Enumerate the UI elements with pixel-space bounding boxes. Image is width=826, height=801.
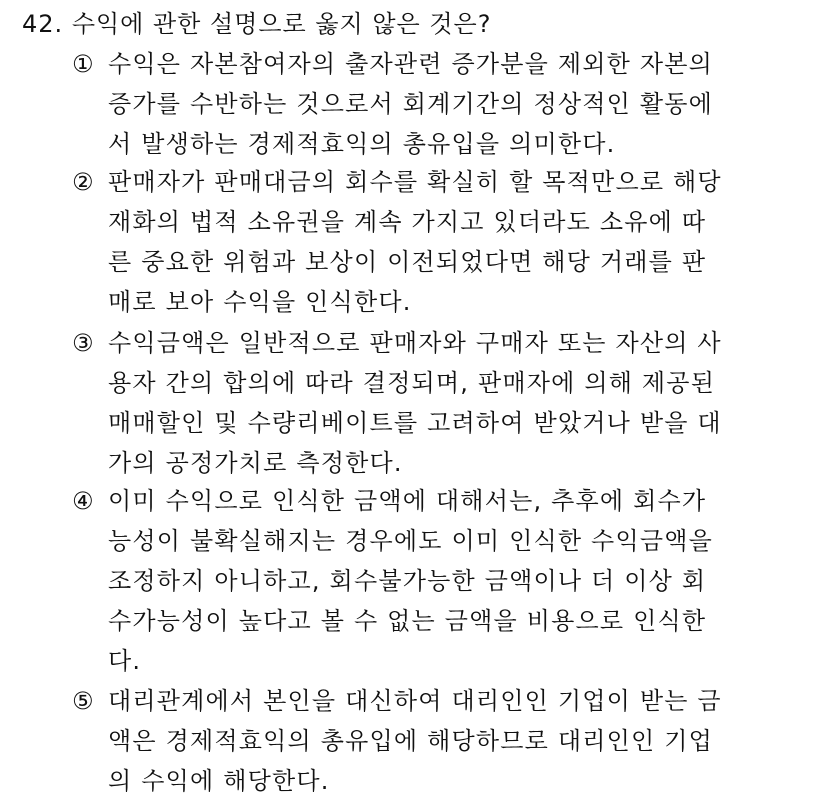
option-line: 대리관계에서 본인을 대신하여 대리인인 기업이 받는 금 (108, 687, 722, 715)
option-line: 이미 수익으로 인식한 금액에 대해서는, 추후에 회수가 (108, 487, 707, 515)
option-line: 조정하지 아니하고, 회수불가능한 금액이나 더 이상 회 (108, 567, 707, 595)
option-line: 른 중요한 위험과 보상이 이전되었다면 해당 거래를 판 (108, 248, 707, 276)
option-marker: ① (72, 50, 94, 78)
option-line: 의 수익에 해당한다. (108, 767, 330, 795)
option-line: 증가를 수반하는 것으로서 회계기간의 정상적인 활동에 (108, 90, 713, 118)
option-marker: ④ (72, 487, 94, 515)
question-text: 수익에 관한 설명으로 옳지 않은 것은? (71, 10, 492, 38)
option-line: 매매할인 및 수량리베이트를 고려하여 받았거나 받을 대 (108, 409, 722, 437)
option-marker: ⑤ (72, 687, 94, 715)
question-title (22, 4, 491, 44)
option-line: 용자 간의 합의에 따라 결정되며, 판매자에 의해 제공된 (108, 369, 716, 397)
option-line: 재화의 법적 소유권을 계속 가지고 있더라도 소유에 따 (108, 208, 707, 236)
option-line: 액은 경제적효익의 총유입에 해당하므로 대리인인 기업 (108, 727, 713, 755)
option-line: 수익은 자본참여자의 출자관련 증가분을 제외한 자본의 (108, 50, 713, 78)
option-line: 다. (108, 647, 142, 675)
option-line: 수익금액은 일반적으로 판매자와 구매자 또는 자산의 사 (108, 329, 722, 357)
option-line: 판매자가 판매대금의 회수를 확실히 할 목적만으로 해당 (108, 168, 722, 196)
question-number: 42. (22, 10, 64, 38)
option-marker: ③ (72, 329, 94, 357)
option-line: 수가능성이 높다고 볼 수 없는 금액을 비용으로 인식한 (108, 607, 707, 635)
option-line: 매로 보아 수익을 인식한다. (108, 288, 412, 316)
option-marker: ② (72, 168, 94, 196)
option-line: 능성이 불확실해지는 경우에도 이미 인식한 수익금액을 (108, 527, 713, 555)
option-line: 서 발생하는 경제적효익의 총유입을 의미한다. (108, 130, 616, 158)
option-line: 가의 공정가치로 측정한다. (108, 449, 403, 477)
